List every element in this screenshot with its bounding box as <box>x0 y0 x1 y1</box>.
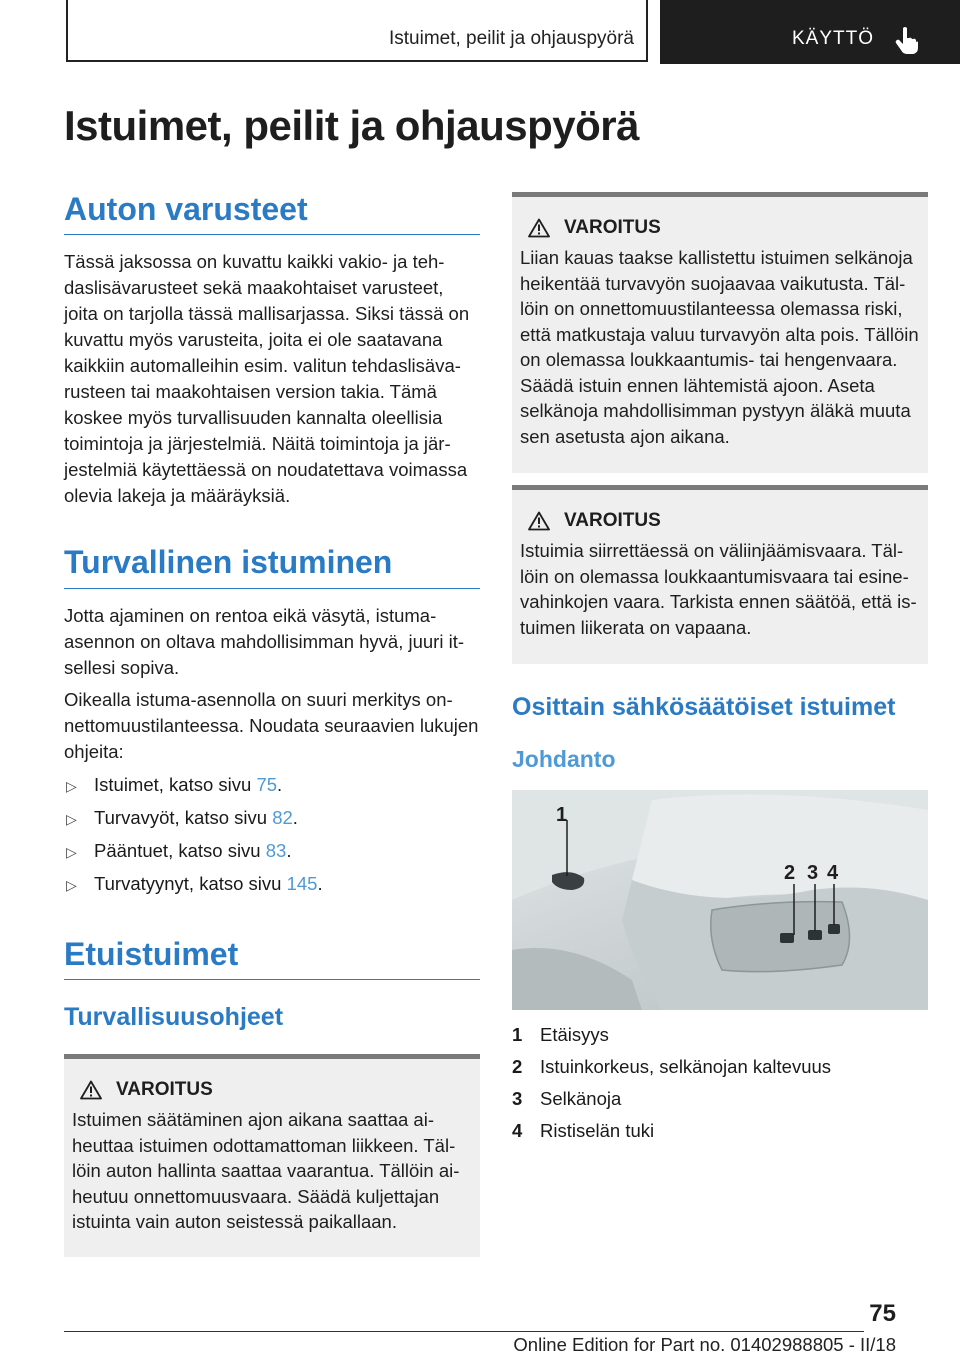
header-chapter-tab[interactable] <box>660 0 960 64</box>
legend-text: Ristiselän tuki <box>540 1119 655 1141</box>
callout-1: 1 <box>556 803 568 826</box>
header-section-title: Istuimet, peilit ja ohjauspyörä <box>388 28 634 49</box>
triangle-bullet-icon: ▷ <box>66 810 77 827</box>
warning-triangle-icon <box>528 218 550 238</box>
list-item: ▷ Turvatyynyt, katso sivu 145. <box>64 871 480 897</box>
legend-text: Selkänoja <box>540 1087 622 1109</box>
warning-text: Istuimen säätäminen ajon aikana saattaa aiheuttaa istuimen odottamattoman liikkeen. Tällöin auton hallinta saattaa vaarantua. Tällöin aiheutuu onnettomuusvaara. Säädä kuljettajan istuinta vain auton seistessä paikallaan. <box>72 1109 460 1233</box>
page-link[interactable]: 82 <box>272 806 293 828</box>
right-column <box>512 192 928 1144</box>
list-item: ▷ Turvavyöt, katso sivu 82. <box>64 805 480 831</box>
heading-equipment: Auton varusteet <box>64 190 480 235</box>
legend-item <box>512 1086 928 1112</box>
paragraph-safe-sitting-2: Oikealla istuma-asennolla on suuri merkitys onnettomuustilanteessa. Noudata seuraavien lukujen ohjeita: <box>64 688 479 762</box>
paragraph-safe-sitting-1: Jotta ajaminen on rentoa eikä väsytä, istuma-asennon on oltava mahdollisimman hyvä, juuri itsellesi sopiva. <box>64 604 465 678</box>
list-item-text: Turvavyöt, katso sivu <box>94 806 273 828</box>
legend-number: 1 <box>512 1023 523 1045</box>
header-section-box <box>66 0 648 62</box>
warning-label: VAROITUS <box>564 217 661 238</box>
legend-item <box>512 1054 928 1080</box>
list-item: ▷ Pääntuet, katso sivu 83. <box>64 838 480 864</box>
heading-safe-sitting: Turvallinen istuminen <box>64 543 480 588</box>
triangle-bullet-icon: ▷ <box>66 843 77 860</box>
heading-introduction: Johdanto <box>512 746 616 772</box>
warning-box <box>512 485 928 664</box>
triangle-bullet-icon: ▷ <box>66 777 77 794</box>
legend-number: 2 <box>512 1055 523 1077</box>
callout-3: 3 <box>807 861 819 884</box>
heading-partial-electric-seats: Osittain sähkösäätöiset istuimet <box>512 693 896 721</box>
legend-item <box>512 1022 928 1048</box>
page-number: 75 <box>869 1300 896 1327</box>
legend-text: Istuinkorkeus, selkänojan kaltevuus <box>540 1055 832 1077</box>
legend-number: 4 <box>512 1119 523 1141</box>
callout-4: 4 <box>827 861 839 884</box>
warning-label: VAROITUS <box>116 1079 213 1101</box>
page-title: Istuimet, peilit ja ohjauspyörä <box>64 102 639 149</box>
header-chapter-label: KÄYTTÖ <box>792 28 875 49</box>
legend-number: 3 <box>512 1087 523 1109</box>
hand-pointer-icon <box>894 26 920 54</box>
warning-box <box>64 1054 480 1257</box>
left-column <box>64 190 480 1257</box>
paragraph-equipment: Tässä jaksossa on kuvattu kaikki vakio- ja tehdaslisävarusteet sekä maakohtaiset varusteet, joita on tarjolla tässä mallisarjassa. Siksi tässä on kuvattu myös varusteita, joita ei ole saatavana kaikkiin automalleihin esim. valitun tehdaslisävarusteen tai maakohtaisen version takia. Tämä koskee myös turvallisuuden kannalta oleellisia toimintoja ja järjestelmiä. Näitä toimintoja ja järjestelmiä käytettäessä on noudatettava voimassa olevia lakeja ja määräyksiä. <box>64 251 470 507</box>
footer-edition-text: Online Edition for Part no. 01402988805 - II/18 <box>513 1334 896 1355</box>
reference-list <box>64 772 480 897</box>
footer-divider <box>64 1331 864 1332</box>
list-item: ▷ Istuimet, katso sivu 75. <box>64 772 480 798</box>
warning-box <box>512 192 928 473</box>
heading-front-seats: Etuistuimet <box>64 935 480 980</box>
callout-2: 2 <box>784 861 796 884</box>
page-link[interactable]: 75 <box>256 773 278 795</box>
warning-triangle-icon <box>80 1080 102 1100</box>
warning-label: VAROITUS <box>564 510 661 531</box>
legend-item <box>512 1118 928 1144</box>
heading-safety-instructions: Turvallisuusohjeet <box>64 1003 284 1032</box>
legend-text: Etäisyys <box>540 1023 609 1045</box>
warning-triangle-icon <box>528 511 550 531</box>
list-item-text: Istuimet, katso sivu <box>94 773 257 795</box>
photo-legend <box>512 1022 928 1144</box>
triangle-bullet-icon: ▷ <box>66 876 77 893</box>
page-link[interactable]: 83 <box>265 839 287 861</box>
seat-illustration <box>512 790 928 1010</box>
list-item-text: Turvatyynyt, katso sivu <box>94 872 287 894</box>
warning-text: Liian kauas taakse kallistettu istuimen selkänoja heikentää turvavyön suojaavaa vaikutusta. Tällöin on onnettomuustilanteessa olemassa riski, että matkustaja valuu turvavyön alta pois. Tällöin on olemassa loukkaantumis- tai hengenvaara. Säädä istuin ennen lähtemistä ajoon. Aseta selkänoja mahdollisimman pystyyn äläkä muuta sen asetusta ajon aikana. <box>520 247 919 447</box>
warning-text: Istuimia siirrettäessä on väliinjäämisvaara. Tällöin on olemassa loukkaantumisvaara tai esinevahinkojen vaara. Tarkista ennen säätöä, että istuimen liikerata on vapaana. <box>520 540 917 638</box>
list-item-text: Pääntuet, katso sivu <box>94 839 266 861</box>
page-link[interactable]: 145 <box>286 872 318 894</box>
seat-controls-photo <box>512 790 928 1010</box>
